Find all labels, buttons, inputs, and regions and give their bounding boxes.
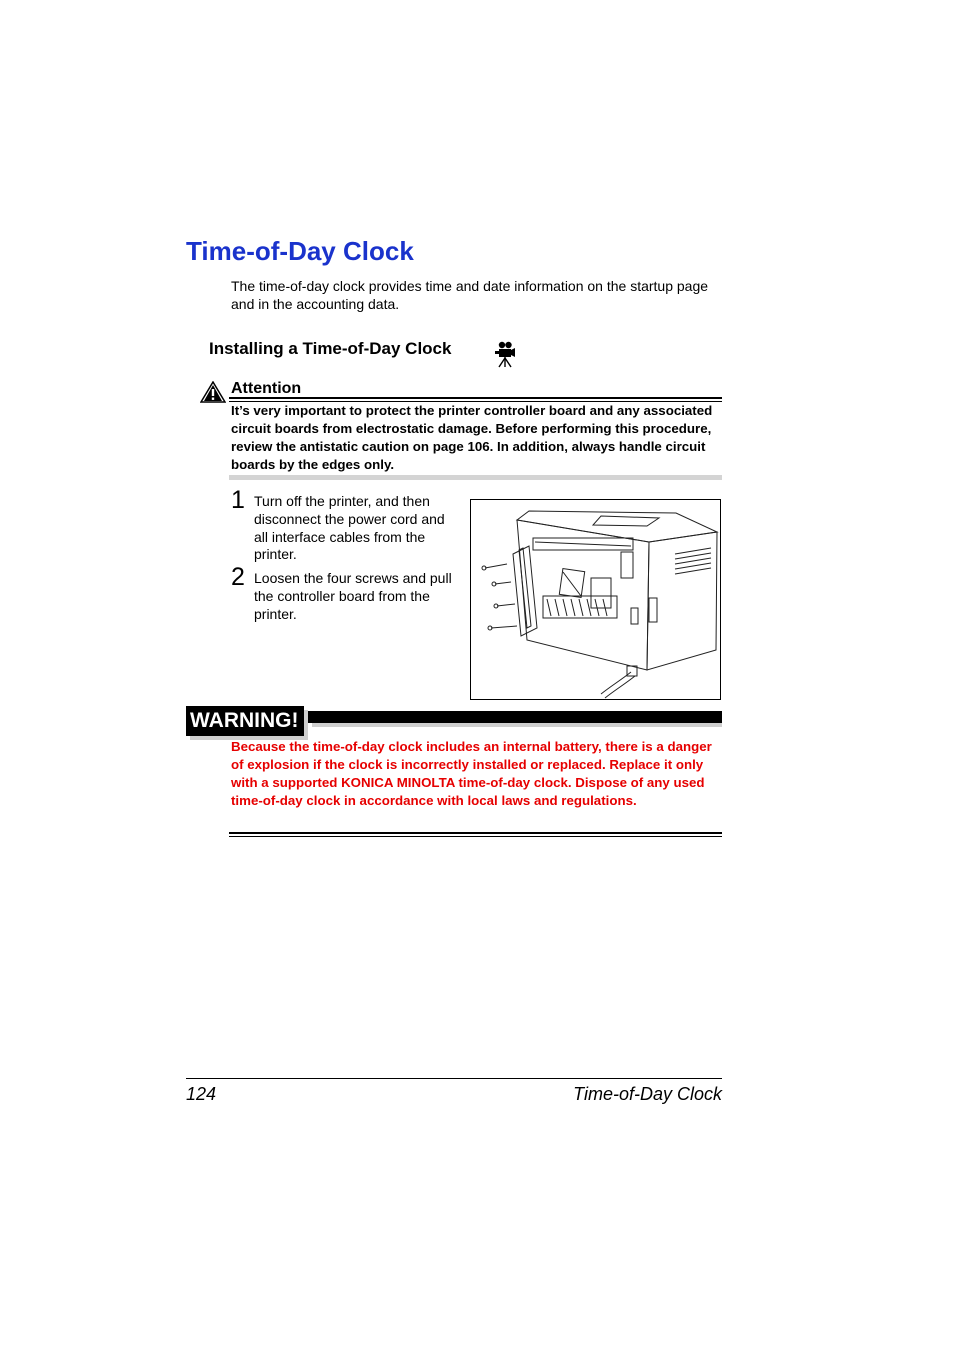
warning-body: Because the time-of-day clock includes an internal battery, there is a danger of explosion if the clock is incorrectly installed or replaced. Replace it only with a supported KONICA MINOLTA time-of-day clock. Dispose of any used time-of-day clock in accordance with local laws and regulations.: [231, 739, 712, 808]
warning-rule-bottom-thin: [229, 836, 722, 837]
warning-rule-bottom: [229, 832, 722, 834]
footer-section-title: Time-of-Day Clock: [573, 1084, 722, 1104]
step-text: Turn off the printer, and then disconnect the power cord and all interface cables from the printer.: [254, 493, 445, 563]
section-heading: Installing a Time-of-Day Clock: [209, 339, 452, 358]
attention-body: It’s very important to protect the printer controller board and any associated circuit boards from electrostatic damage. Before performing this procedure, review the antistatic caution on page 106. In addition, always handle circuit boards by the edges only.: [231, 403, 713, 472]
step-number: 1: [231, 486, 245, 514]
footer-rule: [186, 1078, 722, 1079]
video-camera-icon[interactable]: [494, 340, 516, 368]
printer-rear-diagram: [471, 500, 720, 699]
warning-triangle-icon: [200, 381, 226, 403]
warning-label: WARNING!: [186, 706, 304, 736]
attention-rule-bottom: [229, 475, 722, 480]
attention-rule-top: [229, 397, 722, 399]
page-number: 124: [186, 1084, 217, 1104]
printer-illustration: [470, 499, 721, 700]
step-text: Loosen the four screws and pull the controller board from the printer.: [254, 570, 452, 622]
page-title: Time-of-Day Clock: [186, 236, 414, 266]
attention-label: Attention: [231, 380, 302, 397]
intro-paragraph: The time-of-day clock provides time and date information on the startup page and in the accounting data.: [231, 278, 709, 312]
warning-bar-shadow: [312, 723, 722, 727]
step-number: 2: [231, 563, 245, 591]
